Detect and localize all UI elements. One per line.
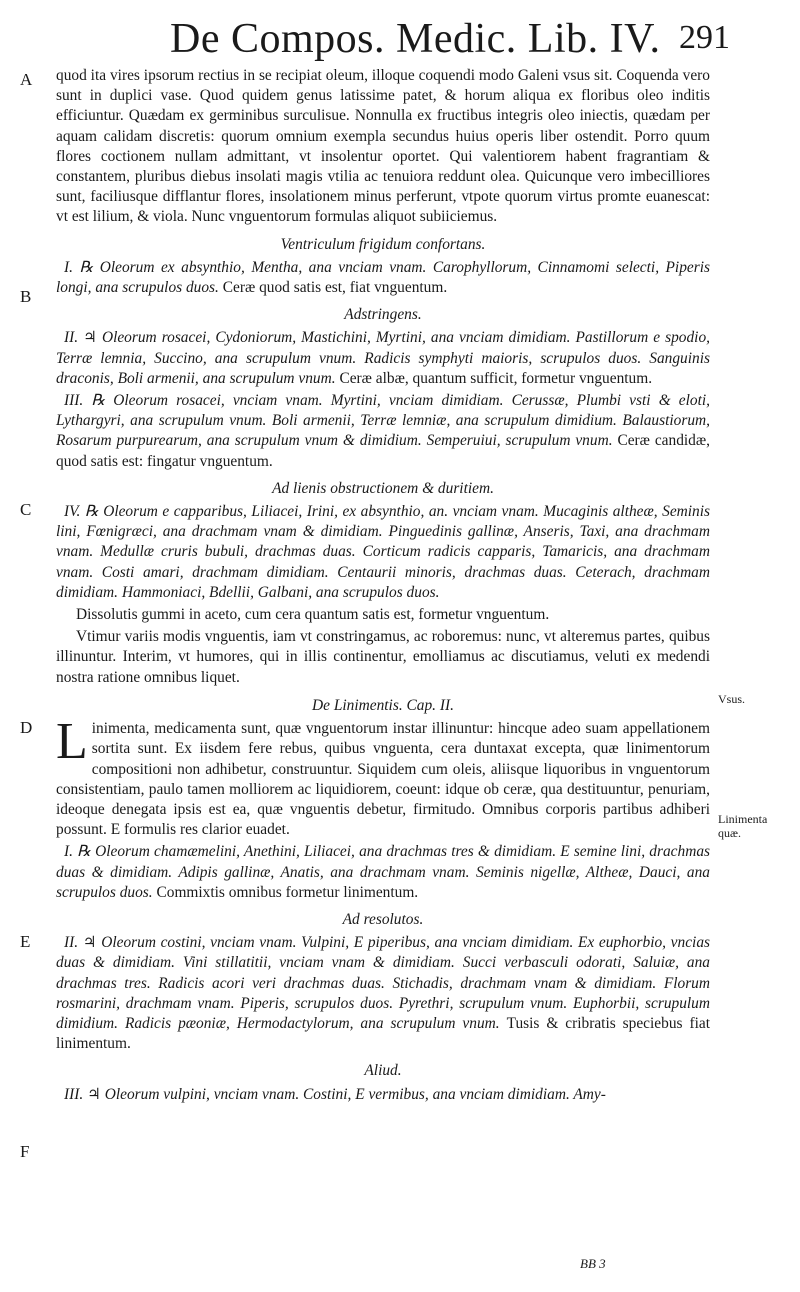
liniment-1 (56, 842, 710, 903)
paragraph-linimenta-text: inimenta, medicamenta sunt, quæ vnguentorum instar illinuntur: hincque adeo suam appellationem sortita sunt. Ex iisdem fere rebus, quibus vnguenta, cera duntaxat excepta, quæ linimentorum compositioni non adhibetur, construuntur. Siquidem cum oleis, aliisque liquoribus in vnguentorum consistentiam, paulo tamen molliorem ac liquidiorem, coeunt: idque ob ceræ, qua destituuntur, penuriam, ideoque denegata ipsis est ea, quæ vnguentis debetur, firmitudo. Omnibus corporis partibus adhiberi possunt. E formulis res clarior euadet. (56, 720, 710, 839)
paragraph-linimenta (56, 713, 710, 840)
margin-letter-b: B (20, 287, 32, 306)
running-title: De Compos. Medic. Lib. IV. (170, 16, 661, 62)
recipe-1-ingredients: I. ℞ Oleorum ex absynthio, Mentha, ana vnciam vnam. Carophyllorum, Cinnamomi selecti, Piperis longi, ana scrupulos duos. (56, 258, 710, 297)
margin-note-vsus: Vsus. (718, 692, 746, 706)
paragraph-vtimur: Vtimur variis modis vnguentis, iam vt constringamus, ac roboremus: nunc, vt alteremus partes, quibus illinuntur. Interim, vt humores, qui in illis continentur, emolliamus ac discutiamus, veluti ex medendi nostra ratione omnibus liquet. (56, 628, 710, 686)
margin-note-linimenta: Linimenta quæ. (718, 812, 768, 840)
liniment-3-ingredients: III. ♃ Oleorum vulpini, vnciam vnam. Costini, E vermibus, ana vnciam dimidiam. Amy- (64, 1085, 606, 1103)
signature-mark: BB 3 (580, 1256, 606, 1271)
liniment-1-ingredients: I. ℞ Oleorum chamæmelini, Anethini, Liliacei, ana drachmas tres & dimidiam. E semine lini, drachmas duas & dimidiam. Adipis gallinæ, Anatis, ana drachmam vnam. Seminis nigellæ, Altheæ, Dauci, ana scrupulos duos. (56, 843, 710, 901)
page-header (170, 14, 730, 64)
recipe-2-ingredients: II. ♃ Oleorum rosacei, Cydoniorum, Mastichini, Myrtini, ana vnciam dimidiam. Pastillorum e spodio, Terræ lemnia, Succino, ana scrupulum vnum. Radicis symphyti maioris, scrupulos duos. Sanguinis draconis, Boli armenii, ana scrupulum vnum. (56, 329, 710, 387)
page-number: 291 (679, 19, 730, 56)
liniment-2 (56, 933, 710, 1054)
margin-letter-f: F (20, 1142, 30, 1161)
heading-aliud: Aliud. (364, 1062, 402, 1080)
margin-letter-c: C (20, 500, 32, 519)
liniment-2-ingredients: II. ♃ Oleorum costini, vnciam vnam. Vulpini, E piperibus, ana vnciam dimidiam. Ex euphorbio, vncias duas & dimidiam. Vini stillatitii, vnciam vnam & dimidiam. Succi verbasculi odorati, Saluiæ, ana drachmas tres. Radicis acori veri drachmas duas. Stichadis, drachmam vnam & dimidiam. Florum rosmarini, drachmam vnam. Piperis, scrupulos duos. Pyrethri, scrupulum vnum. Euphorbii, scrupulum dimidium. Radicis pæoniæ, Hermodactylorum, ana scrupulum vnum. (56, 934, 710, 1032)
margin-letter-e: E (20, 932, 31, 951)
liniment-3 (56, 1085, 710, 1105)
drop-cap: L (56, 713, 88, 771)
heading-ventriculum: Ventriculum frigidum confortans. (280, 235, 486, 253)
recipe-3-instruction: Ceræ candidæ, quod satis est: fingatur vnguentum. (56, 432, 710, 470)
recipe-2-instruction: Ceræ albæ, quantum sufficit, formetur vnguentum. (339, 369, 653, 387)
margin-letter-a: A (20, 70, 33, 89)
recipe-2 (56, 328, 710, 389)
margin-letter-d: D (20, 718, 33, 737)
liniment-1-instruction: Commixtis omnibus formetur linimentum. (156, 883, 419, 901)
liniment-2-instruction: Tusis & cribratis speciebus fiat linimentum. (56, 1014, 710, 1053)
paragraph-dissolutis: Dissolutis gummi in aceto, cum cera quantum satis est, formetur vnguentum. (76, 606, 550, 624)
chapter-title: De Linimentis. Cap. II. (312, 696, 454, 714)
heading-lienis: Ad lienis obstructionem & duritiem. (272, 479, 494, 497)
recipe-1-instruction: Ceræ quod satis est, fiat vnguentum. (222, 279, 448, 297)
heading-adstringens: Adstringens. (344, 306, 422, 324)
recipe-3 (56, 391, 710, 472)
recipe-4-ingredients: IV. ℞ Oleorum e capparibus, Liliacei, Irini, ex absynthio, an. vnciam vnam. Mucaginis altheæ, Seminis lini, Fœnigræci, ana drachmam vnam & dimidiam. Pinguedinis gallinæ, Anseris, Taxi, ana drachmam vnam. Medullæ cruris bubuli, drachmas duas. Corticum radicis capparis, Tamaricis, ana drachmam vnam. Costi amari, drachmam dimidiam. Centaurii minoris, drachmas duas. Ceterach, drachmam dimidiam. Hammoniaci, Bdellii, Galbani, ana scrupulos duos. (56, 503, 710, 601)
recipe-3-ingredients: III. ℞ Oleorum rosacei, vnciam vnam. Myrtini, vnciam dimidiam. Cerussæ, Plumbi vsti & eloti, Lythargyri, ana scrupulum vnum. Boli armenii, Terræ lemniæ, ana scrupulum dimidium. Balaustiorum, Rosarum purpurearum, ana scrupulum vnum & dimidium. Semperuiui, scrupulum vnum. (56, 392, 710, 450)
intro-paragraph: quod ita vires ipsorum rectius in se recipiat oleum, illoque coquendi modo Galeni vsus sit. Coquenda vero sunt in duplici vase. Quod quidem genus latissime patet, & horum aliqua ex floribus oleo inditis efficiuntur. Quædam ex germinibus surculisue. Nonnulla ex fructibus integris oleo iniectis, quædam per aquam calidam discretis: quorum omnium exempla secundus huius operis liber ostendit. Porro quum flores coctionem nullam admittant, vt insolentur oportet. Qui valentiorem habent fragrantiam & constantem, pluribus diebus insolati magis vtilia ac tenuiora reddunt olea. Quicunque vero imbecilliores sunt, faciliusque difflantur flores, insolationem minus perferunt, vtpote quorum virtus promte euanescat: vt est lilium, & viola. Nunc vnguentorum formulas aliquot subiiciemus. (56, 67, 710, 226)
heading-ad-resolutos: Ad resolutos. (342, 910, 424, 928)
recipe-1 (56, 258, 710, 298)
recipe-4 (56, 502, 710, 603)
page-body (56, 66, 710, 1107)
